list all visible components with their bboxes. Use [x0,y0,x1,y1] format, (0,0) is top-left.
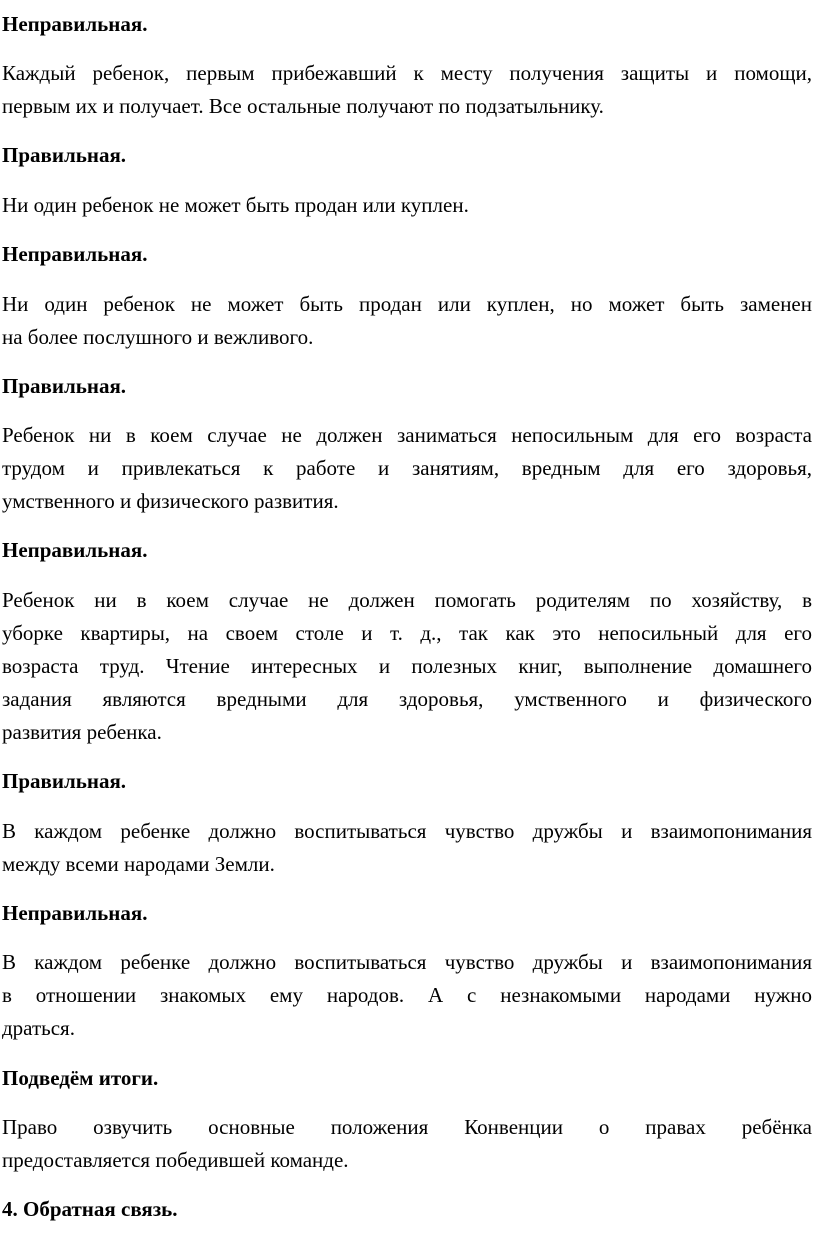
section-heading: Правильная. [2,769,127,793]
paragraph-line: в отношении знакомых ему народов. А с незнакомыми народами нужно [2,983,812,1007]
paragraph-line: умственного и физического развития. [2,489,339,513]
paragraph-line: Ребенок ни в коем случае не должен помогать родителям по хозяйству, в [2,588,812,612]
section-heading: Неправильная. [2,901,148,925]
section-heading: Неправильная. [2,12,148,36]
paragraph-line: на более послушного и вежливого. [2,325,314,349]
section-heading: Неправильная. [2,242,148,266]
paragraph-line: трудом и привлекаться к работе и занятиям, вредным для его здоровья, [2,456,812,480]
section-heading: Неправильная. [2,538,148,562]
paragraph-line: Ни один ребенок не может быть продан или куплен. [2,193,469,217]
section-heading: Правильная. [2,143,127,167]
paragraph-line: В каждом ребенке должно воспитываться чувство дружбы и взаимопонимания [2,819,812,843]
paragraph-line: Ребенок ни в коем случае не должен заниматься непосильным для его возраста [2,423,812,447]
paragraph-line: задания являются вредными для здоровья, умственного и физического [2,687,812,711]
paragraph-line: В каждом ребенке должно воспитываться чувство дружбы и взаимопонимания [2,950,812,974]
paragraph-line: драться. [2,1016,75,1040]
paragraph-line: уборке квартиры, на своем столе и т. д., так как это непосильный для его [2,621,812,645]
paragraph-line: развития ребенка. [2,720,162,744]
paragraph-line: Право озвучить основные положения Конвенции о правах ребёнка [2,1115,812,1139]
section-heading: Правильная. [2,374,127,398]
section-heading: Подведём итоги. [2,1066,159,1090]
paragraph-line: предоставляется победившей команде. [2,1148,349,1172]
paragraph-line: Каждый ребенок, первым прибежавший к месту получения защиты и помощи, [2,61,812,85]
paragraph-line: первым их и получает. Все остальные получают по подзатыльнику. [2,94,604,118]
section-heading: 4. Обратная связь. [2,1197,178,1221]
paragraph-line: между всеми народами Земли. [2,852,275,876]
paragraph-line: возраста труд. Чтение интересных и полезных книг, выполнение домашнего [2,654,812,678]
paragraph-line: Ни один ребенок не может быть продан или куплен, но может быть заменен [2,292,812,316]
